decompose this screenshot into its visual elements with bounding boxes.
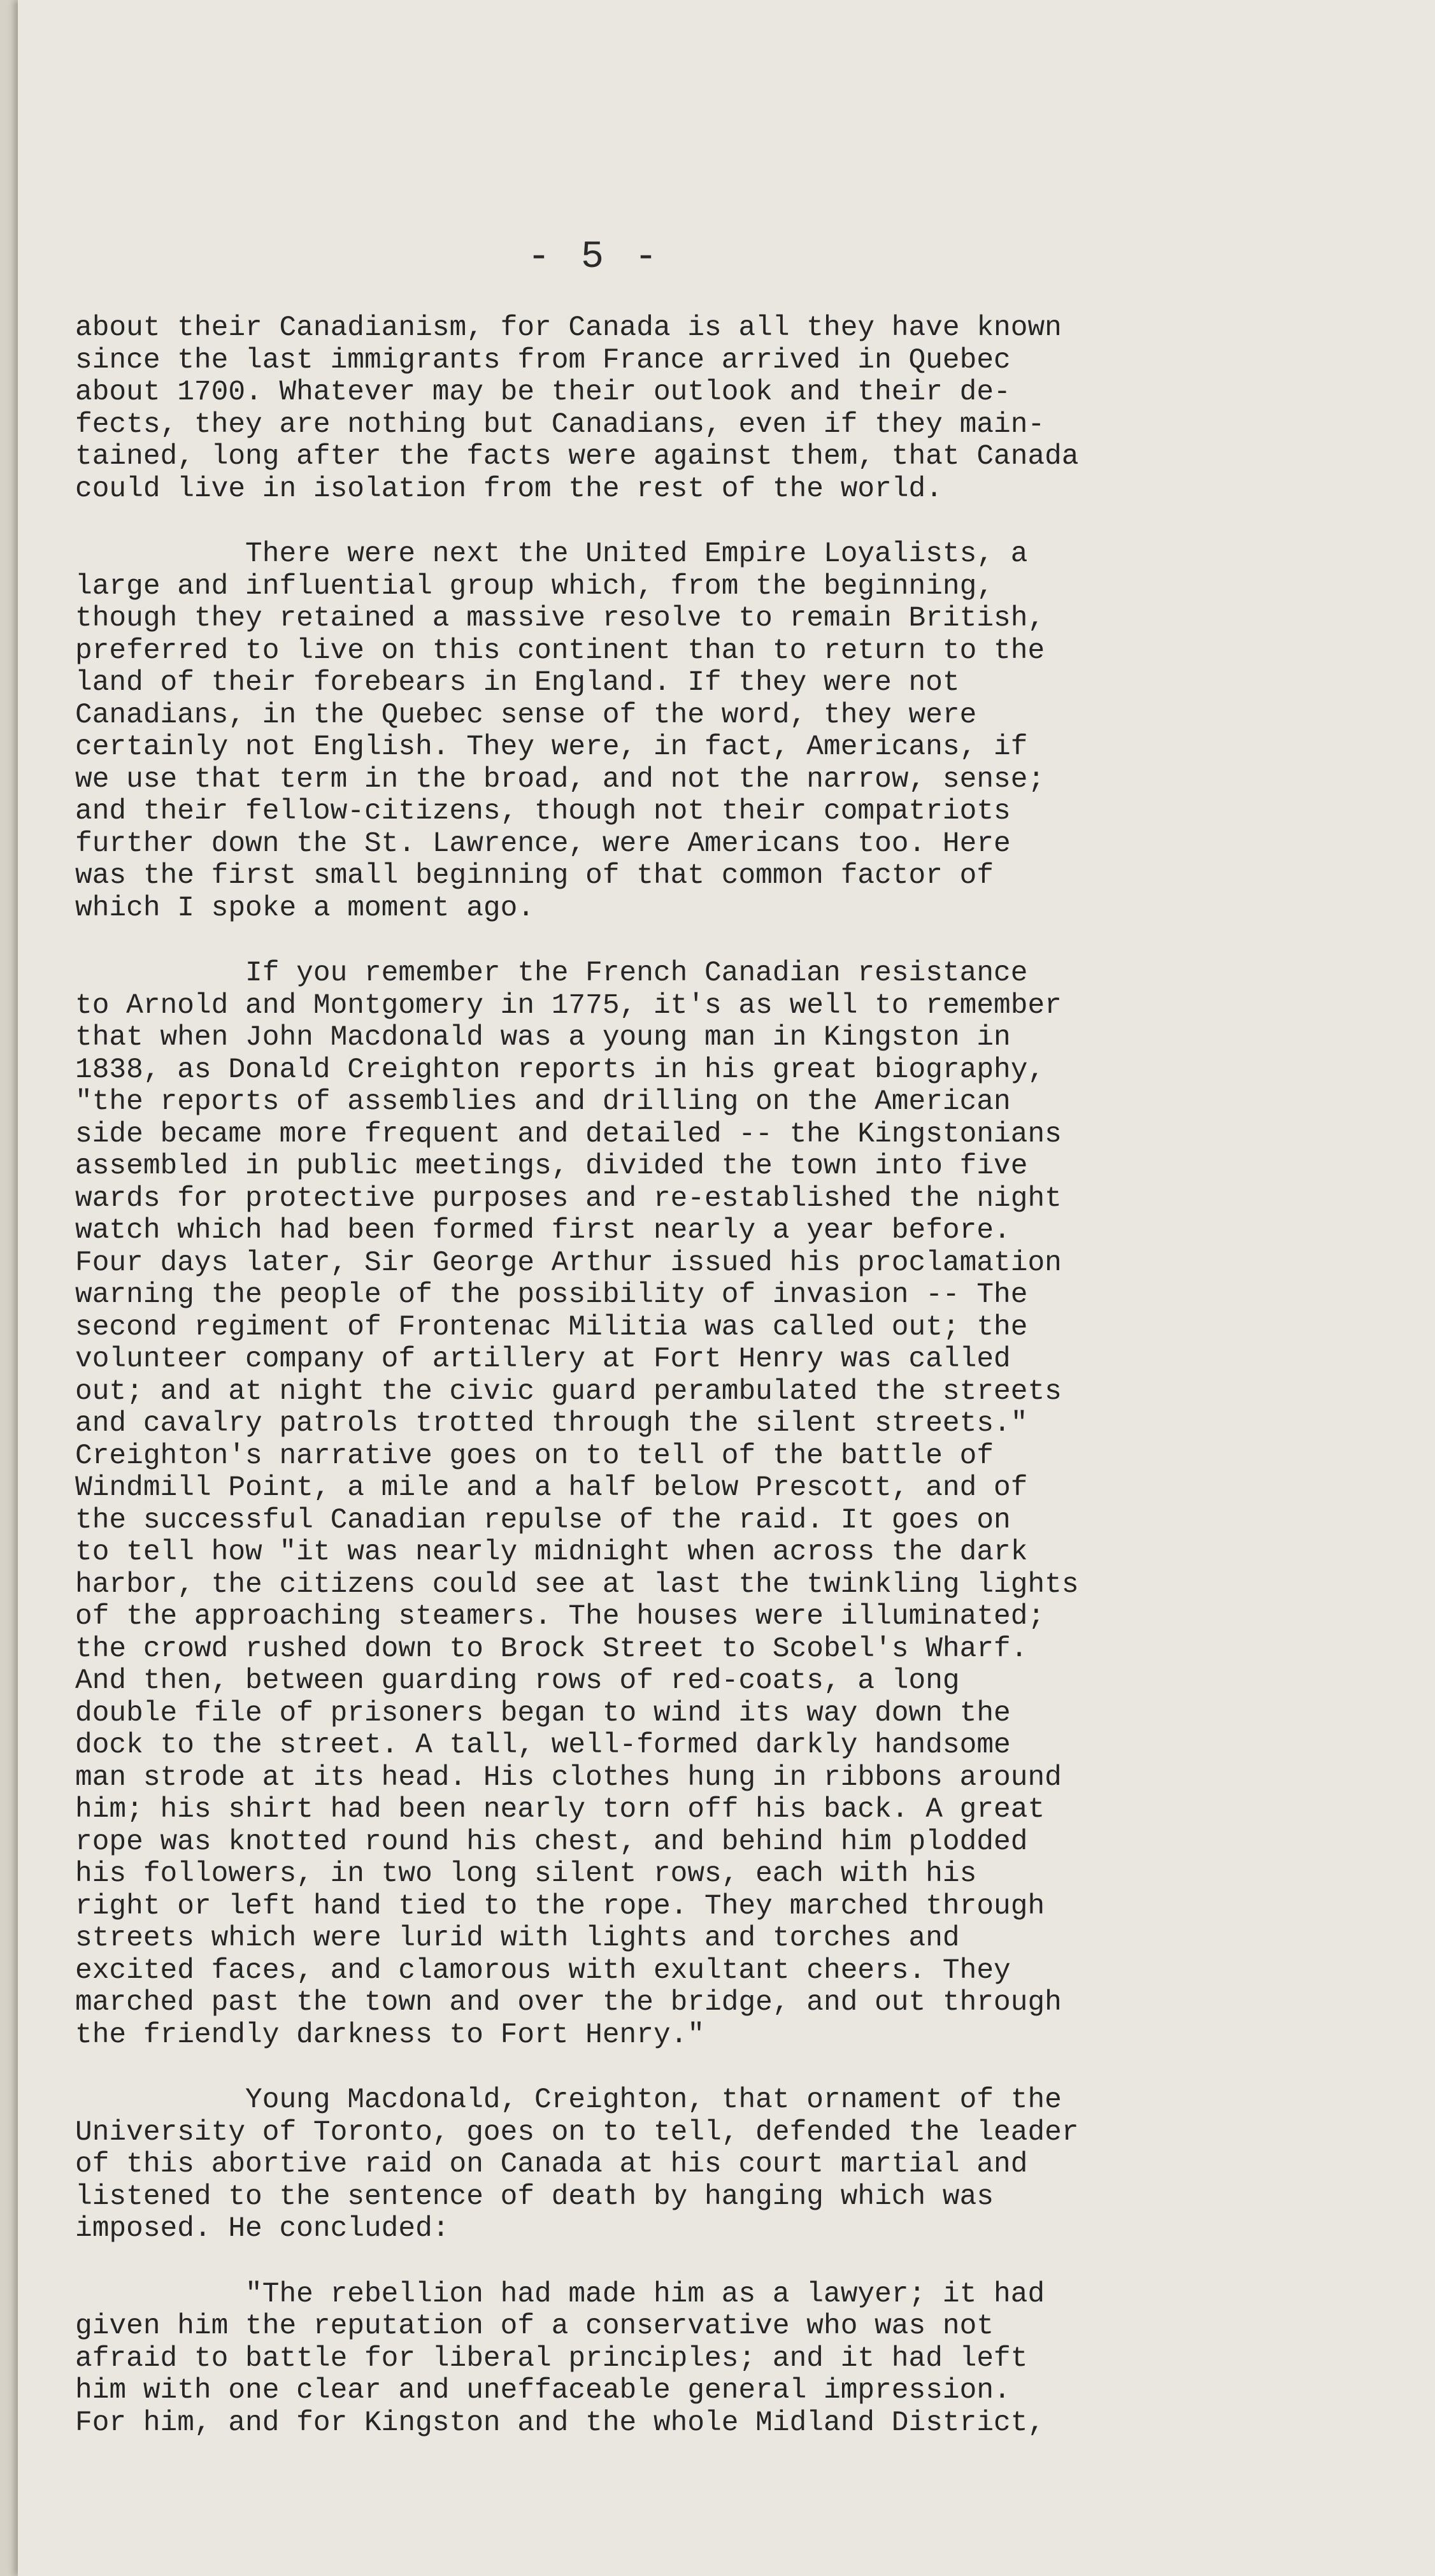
text-line: to Arnold and Montgomery in 1775, it's as well to remember xyxy=(75,989,1062,1022)
text-line: 1838, as Donald Creighton reports in his great biography, xyxy=(75,1054,1045,1086)
text-line: imposed. He concluded: xyxy=(75,2213,450,2245)
text-line: since the last immigrants from France arrived in Quebec xyxy=(75,344,1011,376)
text-line: though they retained a massive resolve to remain British, xyxy=(75,603,1045,634)
text-line: Canadians, in the Quebec sense of the word, they were xyxy=(75,699,977,731)
text-line: man strode at its head. His clothes hung in ribbons around xyxy=(75,1761,1062,1794)
text-line: side became more frequent and detailed -- the Kingstonians xyxy=(75,1118,1062,1150)
text-line: land of their forebears in England. If they were not xyxy=(75,667,960,699)
text-line: Windmill Point, a mile and a half below Prescott, and of xyxy=(75,1472,1028,1504)
text-line: wards for protective purposes and re-established the night xyxy=(75,1182,1062,1215)
paragraph xyxy=(75,2084,1234,2245)
text-line: out; and at night the civic guard perambulated the streets xyxy=(75,1375,1062,1408)
text-line: could live in isolation from the rest of the world. xyxy=(75,473,943,505)
text-line: which I spoke a moment ago. xyxy=(75,892,535,924)
text-line: If you remember the French Canadian resistance xyxy=(75,957,1028,989)
text-line: of the approaching steamers. The houses were illuminated; xyxy=(75,1601,1045,1633)
text-line: him; his shirt had been nearly torn off his back. A great xyxy=(75,1794,1045,1826)
text-line: preferred to live on this continent than to return to the xyxy=(75,634,1045,667)
text-line: assembled in public meetings, divided the town into five xyxy=(75,1150,1028,1182)
text-line: streets which were lurid with lights and torches and xyxy=(75,1922,960,1954)
paragraph xyxy=(75,312,1234,505)
text-line: marched past the town and over the bridge, and out through xyxy=(75,1987,1062,2019)
document-page xyxy=(18,0,1435,2576)
text-line: harbor, the citizens could see at last the twinkling lights xyxy=(75,1568,1079,1601)
text-line: warning the people of the possibility of invasion -- The xyxy=(75,1279,1028,1311)
text-line: about their Canadianism, for Canada is all they have known xyxy=(75,312,1062,344)
text-line: double file of prisoners began to wind its way down the xyxy=(75,1697,1011,1729)
text-line: further down the St. Lawrence, were Americans too. Here xyxy=(75,827,1011,860)
text-line: listened to the sentence of death by hanging which was xyxy=(75,2180,994,2213)
text-line: large and influential group which, from the beginning, xyxy=(75,570,994,603)
text-line: that when John Macdonald was a young man in Kingston in xyxy=(75,1022,1011,1054)
text-line: And then, between guarding rows of red-coats, a long xyxy=(75,1665,960,1697)
text-line: "The rebellion had made him as a lawyer; it had xyxy=(75,2278,1045,2310)
text-line: and cavalry patrols trotted through the silent streets." xyxy=(75,1408,1028,1440)
text-line: and their fellow-citizens, though not their compatriots xyxy=(75,796,1011,827)
text-line: afraid to battle for liberal principles; and it had left xyxy=(75,2342,1028,2375)
text-line: the successful Canadian repulse of the raid. It goes on xyxy=(75,1504,1011,1536)
text-line: the crowd rushed down to Brock Street to Scobel's Wharf. xyxy=(75,1633,1028,1665)
text-line: him with one clear and uneffaceable general impression. xyxy=(75,2375,1011,2407)
text-line: "the reports of assemblies and drilling on the American xyxy=(75,1086,1011,1118)
text-line: we use that term in the broad, and not the narrow, sense; xyxy=(75,763,1045,796)
text-line: fects, they are nothing but Canadians, even if they main- xyxy=(75,408,1045,441)
text-line: Four days later, Sir George Arthur issued his proclamation xyxy=(75,1247,1062,1279)
text-line: certainly not English. They were, in fact, Americans, if xyxy=(75,731,1028,763)
text-line: volunteer company of artillery at Fort Henry was called xyxy=(75,1343,1011,1375)
paragraph xyxy=(75,2279,1234,2440)
text-line: rope was knotted round his chest, and behind him plodded xyxy=(75,1826,1028,1858)
text-line: the friendly darkness to Fort Henry." xyxy=(75,2019,705,2051)
paragraph xyxy=(75,538,1234,924)
text-line: For him, and for Kingston and the whole Midland District, xyxy=(75,2407,1045,2439)
text-line: Young Macdonald, Creighton, that ornament of the xyxy=(75,2084,1062,2116)
text-line: second regiment of Frontenac Militia was called out; the xyxy=(75,1311,1028,1343)
text-line: tained, long after the facts were against them, that Canada xyxy=(75,441,1079,473)
text-line: to tell how "it was nearly midnight when across the dark xyxy=(75,1536,1028,1568)
text-line: of this abortive raid on Canada at his court martial and xyxy=(75,2149,1028,2180)
text-line: right or left hand tied to the rope. They marched through xyxy=(75,1890,1045,1922)
body-text xyxy=(75,312,1234,2472)
text-line: University of Toronto, goes on to tell, defended the leader xyxy=(75,2116,1079,2149)
text-line: his followers, in two long silent rows, each with his xyxy=(75,1858,977,1890)
text-line: Creighton's narrative goes on to tell of the battle of xyxy=(75,1440,994,1472)
page-number: - 5 - xyxy=(527,236,662,279)
text-line: given him the reputation of a conservative who was not xyxy=(75,2310,994,2342)
text-line: dock to the street. A tall, well-formed darkly handsome xyxy=(75,1729,1011,1761)
text-line: There were next the United Empire Loyalists, a xyxy=(75,538,1028,570)
text-line: about 1700. Whatever may be their outlook and their de- xyxy=(75,376,1011,408)
text-line: was the first small beginning of that common factor of xyxy=(75,860,994,892)
text-line: watch which had been formed first nearly a year before. xyxy=(75,1215,1011,1247)
text-line: excited faces, and clamorous with exultant cheers. They xyxy=(75,1954,1011,1987)
paragraph xyxy=(75,957,1234,2051)
